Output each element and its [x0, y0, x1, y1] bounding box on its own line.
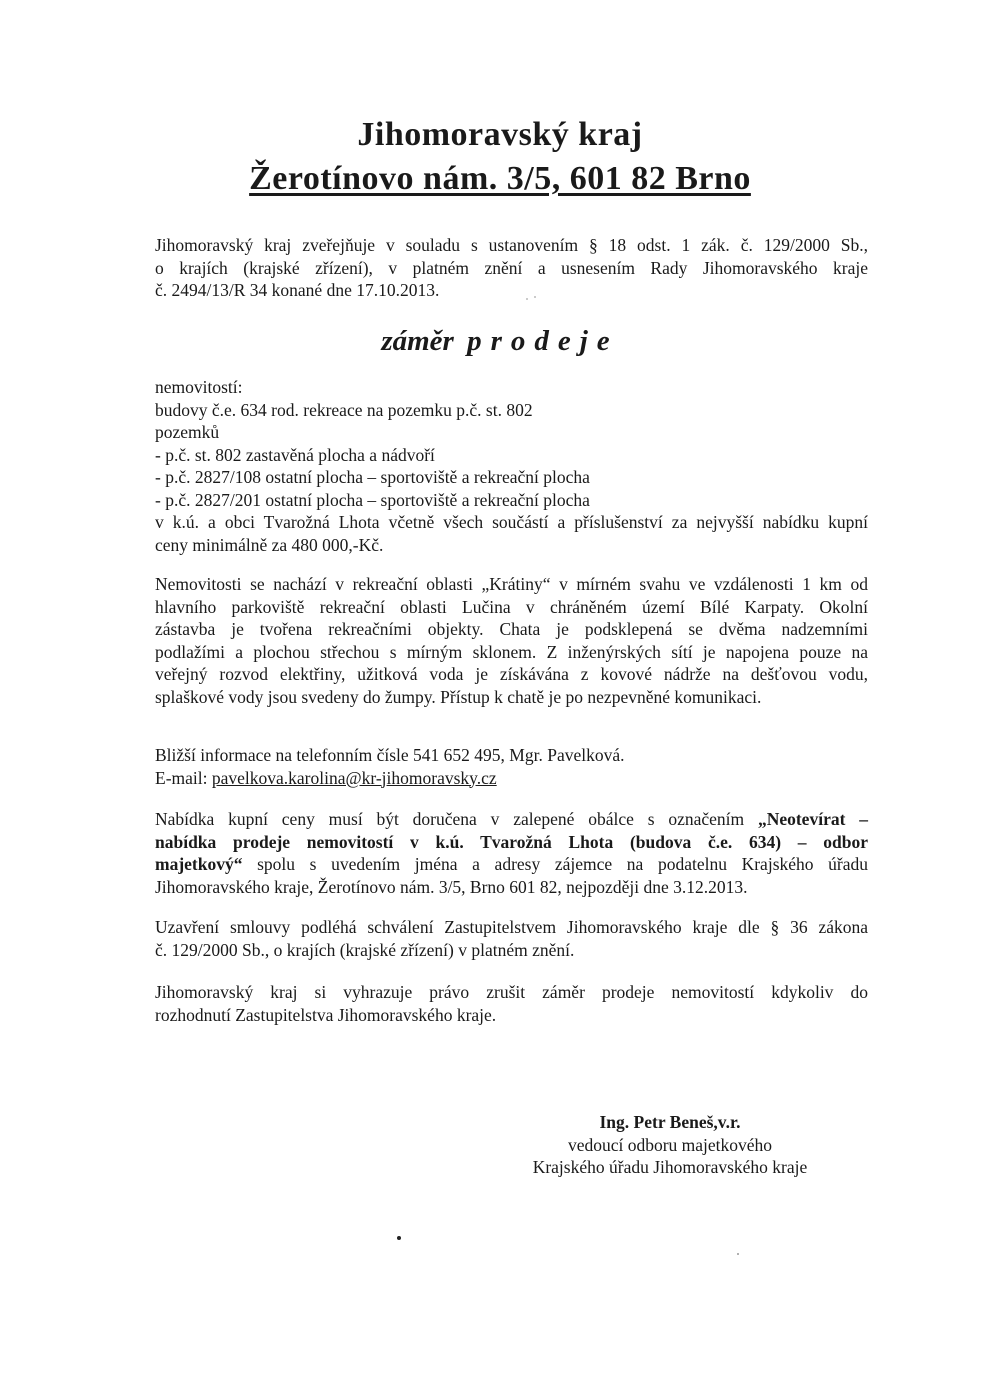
email-label: E-mail: [155, 767, 212, 788]
document-title: Jihomoravský kraj [357, 116, 643, 153]
offer-paragraph [155, 808, 868, 898]
signature-name: Ing. Petr Beneš,v.r. [599, 1112, 741, 1132]
contact-block [155, 744, 868, 789]
description-line: veřejný rozvod elektřiny, užitková voda je získávána z kovové nádrže na dešťovou vodu, [155, 664, 868, 684]
land-item: - p.č. 2827/108 ostatní plocha – sportoviště a rekreační plocha [155, 467, 590, 487]
scan-speck [534, 296, 536, 298]
property-building: budovy č.e. 634 rod. rekreace na pozemku p.č. st. 802 [155, 399, 533, 420]
scan-speck [737, 1253, 739, 1255]
offer-text-bold: „Neotevírat – [757, 809, 868, 829]
offer-line [155, 808, 868, 831]
contact-phone: Bližší informace na telefonním čísle 541 652 495, Mgr. Pavelková. [155, 745, 625, 765]
signature-office: Krajského úřadu Jihomoravského kraje [532, 1157, 808, 1177]
offer-line-bold: nabídka prodeje nemovitostí v k.ú. Tvarožná Lhota (budova č.e. 634) – odbor [155, 831, 868, 852]
signature-block [470, 1111, 870, 1179]
description-line: Nemovitosti se nachází v rekreační oblasti „Krátiny“ v mírném svahu ve vzdálenosti 1 km od [155, 574, 868, 594]
offer-text: Nabídka kupní ceny musí být doručena v zalepené obálce s označením [155, 809, 758, 829]
heading-word-zamer: záměr [381, 325, 454, 357]
description-line: hlavního parkoviště rekreační oblasti Lučina v chráněném území Bílé Karpaty. Okolní [155, 596, 868, 617]
contract-line: č. 129/2000 Sb., o krajích (krajské zřízení) v platném znění. [155, 939, 575, 960]
property-label: nemovitostí: [155, 377, 243, 397]
reservation-line: Jihomoravský kraj si vyhrazuje právo zrušit záměr prodeje nemovitostí kdykoliv do [155, 982, 868, 1002]
scan-speck [526, 298, 528, 300]
contract-line: Uzavření smlouvy podléhá schválení Zastupitelstvem Jihomoravského kraje dle § 36 zákona [155, 917, 868, 937]
description-line: podlažími a plochou střechou s mírným sklonem. Z inženýrských sítí je napojena pouze na [155, 641, 868, 662]
intro-line: o krajích (krajské zřízení), v platném znění a usnesením Rady Jihomoravského kraje [155, 257, 868, 278]
offer-line [155, 853, 868, 876]
land-label: pozemků [155, 422, 220, 442]
location-line: ceny minimálně za 480 000,-Kč. [155, 534, 384, 555]
description-line: zástavba je tvořena rekreačními objekty. Chata je podsklepená se dvěma nadzemními [155, 619, 868, 639]
offer-text: spolu s uvedením jména a adresy zájemce na podatelnu Krajského úřadu [242, 854, 868, 874]
intro-paragraph [155, 234, 868, 302]
description-paragraph [155, 573, 868, 708]
description-line: splaškové vody jsou svedeny do žumpy. Přístup k chatě je po nezpevněné komunikaci. [155, 686, 762, 707]
heading-word-prodeje: prodeje [467, 325, 619, 357]
contact-email-line [155, 767, 868, 790]
property-list [155, 376, 868, 556]
reservation-line: rozhodnutí Zastupitelstva Jihomoravského kraje. [155, 1004, 497, 1025]
document-address: Žerotínovo nám. 3/5, 601 82 Brno [249, 160, 751, 197]
land-item: - p.č. 2827/201 ostatní plocha – sportoviště a rekreační plocha [155, 489, 590, 510]
offer-line: Jihomoravského kraje, Žerotínovo nám. 3/5, Brno 601 82, nejpozději dne 3.12.2013. [155, 876, 748, 897]
email-link[interactable]: pavelkova.karolina@kr-jihomoravsky.cz [211, 767, 497, 788]
intro-line: č. 2494/13/R 34 konané dne 17.10.2013. [155, 280, 440, 300]
offer-text-bold: majetkový“ [155, 854, 243, 874]
signature-role: vedoucí odboru majetkového [567, 1134, 773, 1155]
intro-line: Jihomoravský kraj zveřejňuje v souladu s ustanovením § 18 odst. 1 zák. č. 129/2000 Sb., [155, 235, 868, 255]
reservation-paragraph [155, 981, 868, 1026]
section-heading [0, 325, 1000, 358]
land-item: - p.č. st. 802 zastavěná plocha a nádvoří [155, 444, 435, 465]
contract-paragraph [155, 916, 868, 961]
location-line: v k.ú. a obci Tvarožná Lhota včetně všech součástí a příslušenství za nejvyšší nabídku kupní [155, 512, 868, 532]
scan-speck [397, 1236, 401, 1240]
